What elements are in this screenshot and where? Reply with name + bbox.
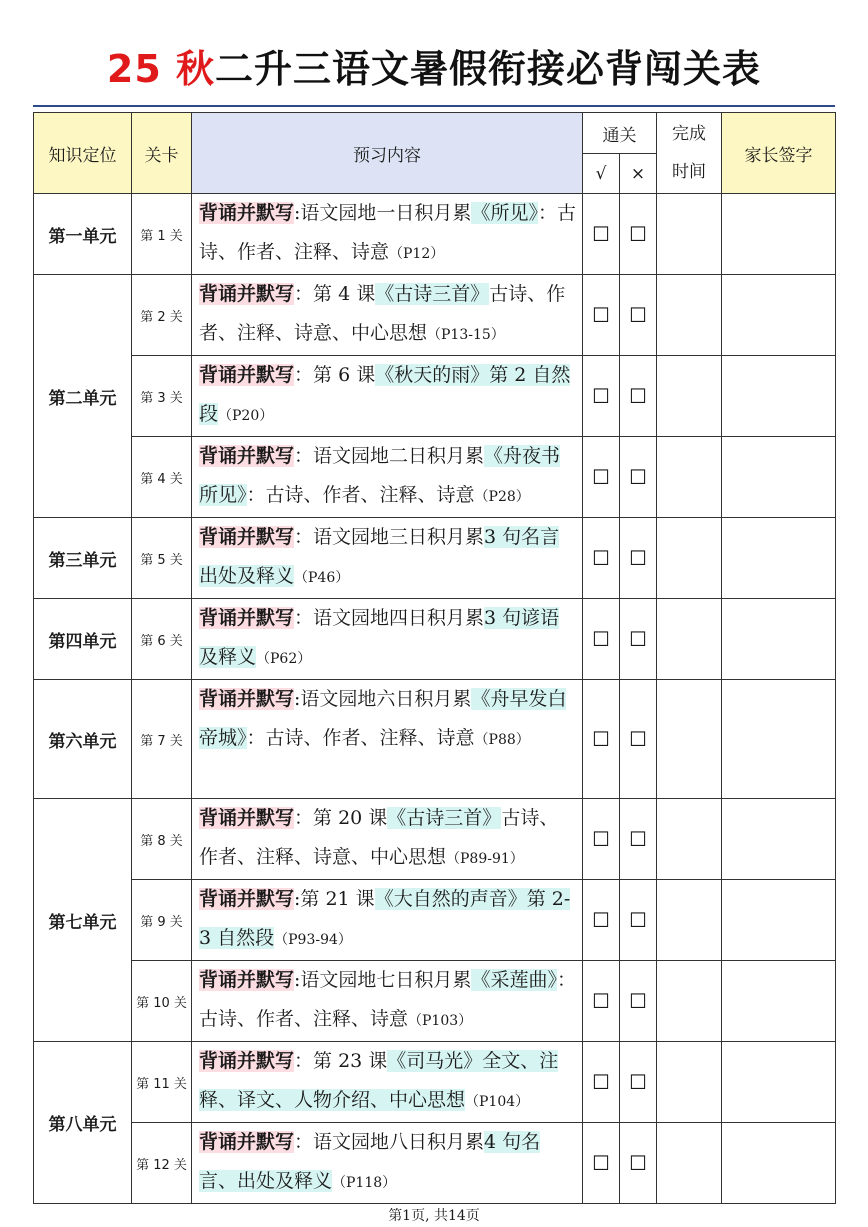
level-cell: 第 2 关 [132,275,192,356]
pass-yes-checkbox[interactable]: ☐ [583,1042,620,1123]
pass-yes-checkbox[interactable]: ☐ [583,799,620,880]
content-text: 第 6 课 [313,364,376,386]
level-cell: 第 1 关 [132,194,192,275]
table-row [34,961,836,1042]
header-done-time: 完成 时间 [657,113,722,194]
done-time-cell[interactable] [657,680,722,799]
page-ref: （P12） [389,246,445,262]
page-ref: （P13-15） [427,327,505,343]
table-row [34,194,836,275]
level-cell: 第 8 关 [132,799,192,880]
pass-no-checkbox[interactable]: ☐ [620,880,657,961]
content-cell [192,961,583,1042]
content-cell [192,680,583,799]
content-cell [192,599,583,680]
table-row [34,356,836,437]
done-time-cell[interactable] [657,1042,722,1123]
content-text: 第 21 课 [300,888,375,910]
content-cell [192,880,583,961]
header-pass-yes: √ [583,154,620,194]
content-text: 语文园地七日积月累 [300,969,472,991]
level-cell: 第 12 关 [132,1123,192,1204]
page-ref: （P93-94） [274,932,352,948]
pass-no-checkbox[interactable]: ☐ [620,599,657,680]
highlighted-text: 《秋天的雨》第 2 自然段 [199,364,571,425]
content-text: 第 20 课 [313,807,388,829]
content-text: 语文园地一日积月累 [300,202,472,224]
page-title [0,44,868,94]
page-ref: （P118） [332,1175,397,1191]
done-time-cell[interactable] [657,194,722,275]
tag-separator: : [294,969,301,991]
parent-sign-cell[interactable] [722,275,836,356]
highlighted-text: 4 句名言、出处及释义 [199,1131,541,1192]
table-row [34,275,836,356]
pass-yes-checkbox[interactable]: ☐ [583,194,620,275]
tag-separator: ： [294,364,314,386]
table-row [34,1123,836,1204]
page-ref: （P20） [218,408,274,424]
table-row [34,680,836,799]
highlighted-text: 《司马光》全文、注释、译文、人物介绍、中心思想 [199,1050,559,1111]
parent-sign-cell[interactable] [722,799,836,880]
content-text: 语文园地六日积月累 [300,688,472,710]
parent-sign-cell[interactable] [722,599,836,680]
pass-yes-checkbox[interactable]: ☐ [583,1123,620,1204]
checklist-table [33,112,836,1204]
pass-no-checkbox[interactable]: ☐ [620,1042,657,1123]
tag-separator: : [294,688,301,710]
table-row [34,518,836,599]
parent-sign-cell[interactable] [722,194,836,275]
content-text: 语文园地三日积月累 [313,526,485,548]
highlighted-text: 3 句名言出处及释义 [199,526,560,587]
content-text: 第 23 课 [313,1050,388,1072]
recite-tag: 背诵并默写 [199,888,295,910]
pass-no-checkbox[interactable]: ☐ [620,680,657,799]
unit-cell: 第四单元 [34,599,132,680]
content-text: 第 4 课 [313,283,376,305]
recite-tag: 背诵并默写 [199,283,295,305]
header-position: 知识定位 [34,113,132,194]
content-cell [192,799,583,880]
parent-sign-cell[interactable] [722,1042,836,1123]
content-text: 语文园地八日积月累 [313,1131,485,1153]
recite-tag: 背诵并默写 [199,202,295,224]
table-row [34,599,836,680]
done-time-cell[interactable] [657,799,722,880]
tag-separator: ： [294,1050,314,1072]
recite-tag: 背诵并默写 [199,807,295,829]
content-cell [192,356,583,437]
recite-tag: 背诵并默写 [199,526,295,548]
level-cell: 第 10 关 [132,961,192,1042]
page-ref: （P103） [408,1013,473,1029]
pass-no-checkbox[interactable]: ☐ [620,1123,657,1204]
pass-yes-checkbox[interactable]: ☐ [583,518,620,599]
page-ref: （P62） [256,651,312,667]
pass-no-checkbox[interactable]: ☐ [620,275,657,356]
content-text: ：古诗、作者、注释、诗意 [246,484,475,506]
content-cell [192,518,583,599]
done-time-cell[interactable] [657,599,722,680]
pass-yes-checkbox[interactable]: ☐ [583,437,620,518]
page-ref: （P46） [294,570,350,586]
pass-yes-checkbox[interactable]: ☐ [583,680,620,799]
content-cell [192,275,583,356]
table-row [34,799,836,880]
parent-sign-cell[interactable] [722,880,836,961]
header-pass: 通关 [583,113,657,154]
recite-tag: 背诵并默写 [199,445,295,467]
highlighted-text: 《大自然的声音》第 2-3 自然段 [199,888,571,949]
page-ref: （P28） [474,489,530,505]
done-time-cell[interactable] [657,518,722,599]
tag-separator: ： [294,445,314,467]
pass-no-checkbox[interactable]: ☐ [620,356,657,437]
content-text: ：古诗、作者、注释、诗意 [199,202,576,263]
done-time-cell[interactable] [657,356,722,437]
page-ref: （P104） [465,1094,530,1110]
tag-separator: ： [294,807,314,829]
unit-cell: 第一单元 [34,194,132,275]
recite-tag: 背诵并默写 [199,688,295,710]
header-parent-sign: 家长签字 [722,113,836,194]
page-ref: （P88） [474,732,530,748]
content-text: ：古诗、作者、注释、诗意 [199,969,576,1030]
highlighted-text: 《采莲曲》 [471,969,557,991]
pass-yes-checkbox[interactable]: ☐ [583,880,620,961]
unit-cell: 第二单元 [34,275,132,518]
pass-no-checkbox[interactable]: ☐ [620,518,657,599]
title-main: 二升三语文暑假衔接必背闯关表 [215,47,762,91]
highlighted-text: 《古诗三首》 [375,283,490,305]
page-footer: 第1页, 共14页 [388,1208,480,1224]
parent-sign-cell[interactable] [722,680,836,799]
pass-no-checkbox[interactable]: ☐ [620,961,657,1042]
unit-cell: 第三单元 [34,518,132,599]
parent-sign-cell[interactable] [722,518,836,599]
pass-yes-checkbox[interactable]: ☐ [583,356,620,437]
header-content: 预习内容 [192,113,583,194]
level-cell: 第 7 关 [132,680,192,799]
recite-tag: 背诵并默写 [199,607,295,629]
page-ref: （P89-91） [446,851,524,867]
title-rule [33,105,835,107]
table-row [34,1042,836,1123]
parent-sign-cell[interactable] [722,961,836,1042]
tag-separator: ： [294,283,314,305]
header-pass-no: × [620,154,657,194]
level-cell: 第 3 关 [132,356,192,437]
pass-no-checkbox[interactable]: ☐ [620,799,657,880]
tag-separator: ： [294,607,314,629]
highlighted-text: 《舟早发白帝城》 [199,688,567,749]
parent-sign-cell[interactable] [722,437,836,518]
tag-separator: ： [294,526,314,548]
pass-yes-checkbox[interactable]: ☐ [583,599,620,680]
unit-cell: 第八单元 [34,1042,132,1204]
content-cell [192,1042,583,1123]
done-time-cell[interactable] [657,275,722,356]
pass-yes-checkbox[interactable]: ☐ [583,275,620,356]
pass-yes-checkbox[interactable]: ☐ [583,961,620,1042]
done-time-cell[interactable] [657,1123,722,1204]
level-cell: 第 5 关 [132,518,192,599]
parent-sign-cell[interactable] [722,356,836,437]
tag-separator: : [294,202,301,224]
tag-separator: : [294,888,301,910]
content-text: 古诗、作者、注释、诗意、中心思想 [199,283,566,344]
title-prefix: 25 秋 [106,47,216,91]
done-time-cell[interactable] [657,880,722,961]
content-text: 语文园地四日积月累 [313,607,485,629]
recite-tag: 背诵并默写 [199,1131,295,1153]
level-cell: 第 6 关 [132,599,192,680]
highlighted-text: 《所见》 [471,202,538,224]
done-time-cell[interactable] [657,961,722,1042]
content-cell [192,1123,583,1204]
content-text: ：古诗、作者、注释、诗意 [246,727,475,749]
content-cell [192,437,583,518]
unit-cell: 第七单元 [34,799,132,1042]
unit-cell: 第六单元 [34,680,132,799]
highlighted-text: 3 句谚语及释义 [199,607,560,668]
header-level: 关卡 [132,113,192,194]
pass-no-checkbox[interactable]: ☐ [620,437,657,518]
recite-tag: 背诵并默写 [199,1050,295,1072]
tag-separator: ： [294,1131,314,1153]
table-row [34,880,836,961]
table-row [34,437,836,518]
content-cell [192,194,583,275]
parent-sign-cell[interactable] [722,1123,836,1204]
highlighted-text: 《舟夜书所见》 [199,445,561,506]
level-cell: 第 9 关 [132,880,192,961]
pass-no-checkbox[interactable]: ☐ [620,194,657,275]
level-cell: 第 11 关 [132,1042,192,1123]
recite-tag: 背诵并默写 [199,364,295,386]
recite-tag: 背诵并默写 [199,969,295,991]
content-text: 古诗、作者、注释、诗意、中心思想 [199,807,559,868]
highlighted-text: 《古诗三首》 [387,807,502,829]
done-time-cell[interactable] [657,437,722,518]
level-cell: 第 4 关 [132,437,192,518]
content-text: 语文园地二日积月累 [313,445,485,467]
